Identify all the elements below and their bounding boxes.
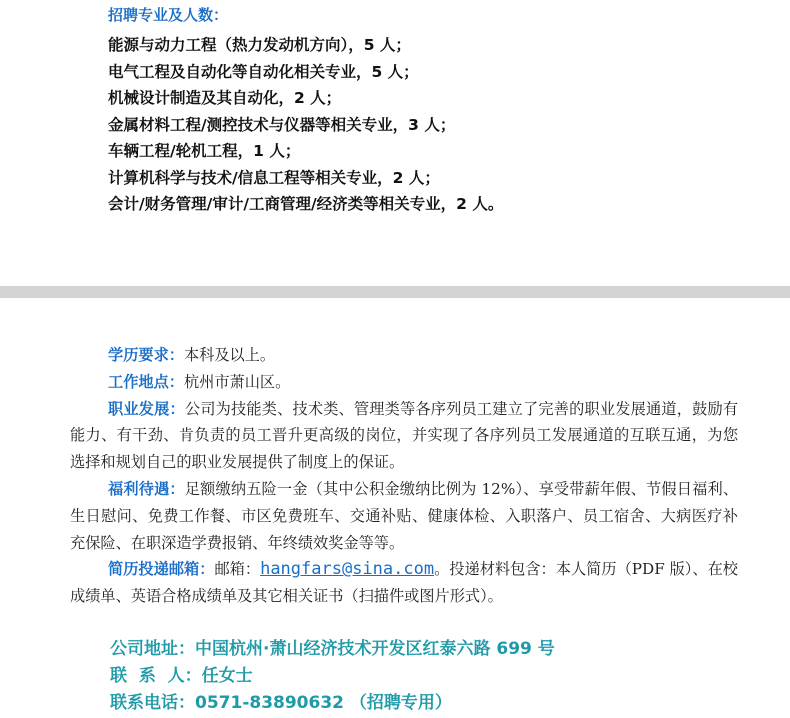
education-paragraph: [70, 342, 738, 369]
major-item: 机械设计制造及其自动化，2 人；: [108, 89, 342, 107]
requirements-section: [70, 342, 738, 610]
resume-label: 简历投递邮箱：: [108, 560, 215, 579]
education-label: 学历要求：: [108, 346, 184, 364]
resume-paragraph: [70, 556, 738, 610]
location-paragraph: [70, 369, 738, 396]
contact-phone: 联系电话：0571-83890632 （招聘专用）: [110, 693, 452, 713]
major-item: 会计/财务管理/审计/工商管理/经济类等相关专业，2 人。: [108, 195, 504, 213]
section-divider: [0, 286, 790, 298]
recruitment-title: 招聘专业及人数：: [108, 6, 229, 24]
company-address: 公司地址：中国杭州·萧山经济技术开发区红泰六路 699 号: [110, 639, 555, 659]
location-label: 工作地点：: [108, 372, 184, 391]
recruitment-section: [0, 0, 790, 286]
major-item: 能源与动力工程（热力发动机方向），5 人；: [108, 36, 411, 54]
major-item: 计算机科学与技术/信息工程等相关专业，2 人；: [108, 168, 440, 187]
contact-person: 联 系 人：任女士: [110, 666, 253, 686]
career-paragraph: [70, 396, 738, 476]
education-value: 本科及以上。: [183, 346, 276, 364]
email-link[interactable]: hangfars@sina.com: [260, 559, 435, 580]
career-label: 职业发展：: [108, 399, 185, 418]
resume-prefix: 邮箱：: [214, 560, 261, 579]
career-value: 公司为技能类、技术类、管理类等各序列员工建立了完善的职业发展通道，鼓励有能力、有干劲、肯负责的员工晋升更高级的岗位，并实现了各序列员工发展通道的互联互通，为您选择和规划自己的职业发展提供了制度上的保证。: [70, 399, 739, 472]
benefits-value: 足额缴纳五险一金（其中公积金缴纳比例为 12%）、享受带薪年假、节假日福利、生日慰问、免费工作餐、市区免费班车、交通补贴、健康体检、入职落户、员工宿舍、大病医疗补充保险、在职深造学费报销、年终绩效奖金等等。: [70, 479, 739, 552]
benefits-label: 福利待遇：: [108, 479, 185, 498]
benefits-paragraph: [70, 476, 738, 556]
contact-block: [110, 636, 555, 717]
majors-list: [108, 32, 503, 218]
resume-suffix: 。投递材料包含：本人简历（PDF 版）、在校成绩单、英语合格成绩单及其它相关证书（扫描件或图片形式）。: [70, 560, 738, 606]
major-item: 电气工程及自动化等自动化相关专业，5 人；: [108, 62, 419, 81]
location-value: 杭州市萧山区。: [183, 372, 291, 391]
major-item: 金属材料工程/测控技术与仪器等相关专业，3 人；: [108, 115, 456, 134]
major-item: 车辆工程/轮机工程，1 人；: [108, 142, 301, 160]
